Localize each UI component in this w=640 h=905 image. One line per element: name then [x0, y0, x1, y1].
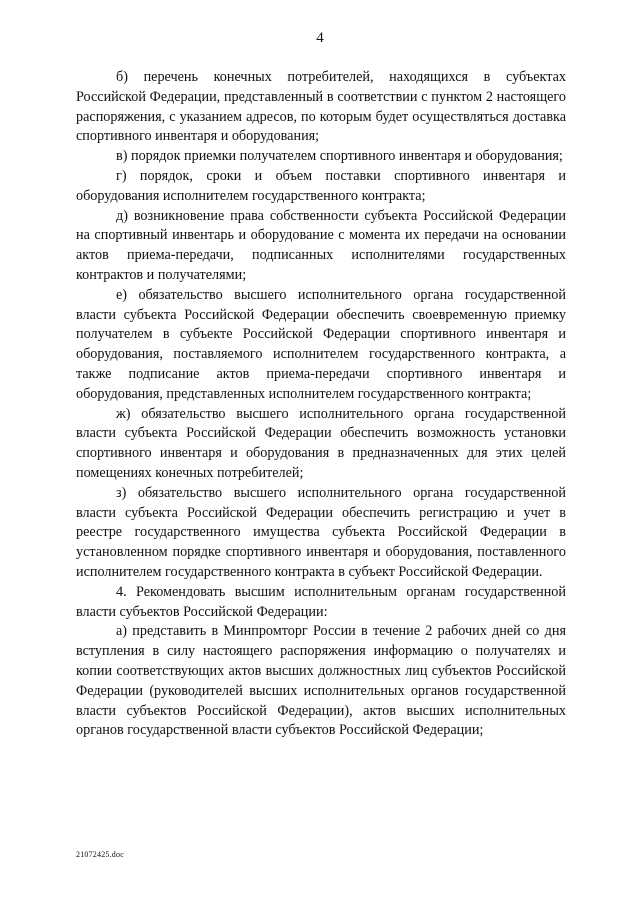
paragraph-item-4: 4. Рекомендовать высшим исполнительным органам государственной власти субъектов Российской Федерации:	[76, 583, 566, 620]
paragraph-b: б) перечень конечных потребителей, находящихся в субъектах Российской Федерации, представленный в соответствии с пунктом 2 настоящего распоряжения, с указанием адресов, по которым будет осуществляться доставка спортивного инвентаря и оборудования;	[76, 69, 566, 145]
paragraph-g: г) порядок, сроки и объем поставки спортивного инвентаря и оборудования исполнителем государственного контракта;	[76, 167, 566, 204]
paragraph-e: е) обязательство высшего исполнительного органа государственной власти субъекта Российской Федерации обеспечить своевременную приемку получателем в субъекте Российской Федерации спортивного инвентаря и оборудования, поставляемого исполнителем государственного контракта, а также подписание актов приема-передачи спортивного инвентаря и оборудования, представленных исполнителем государственного контракта;	[76, 286, 566, 402]
document-body	[76, 68, 566, 741]
paragraph-v: в) порядок приемки получателем спортивного инвентаря и оборудования;	[116, 148, 563, 165]
paragraph-zh: ж) обязательство высшего исполнительного органа государственной власти субъекта Российской Федерации обеспечить возможность установки спортивного инвентаря и оборудования в предназначенных для этих целей помещениях конечных потребителей;	[76, 405, 566, 481]
footer-file-code: 21072425.doc	[76, 850, 124, 859]
paragraph-a: а) представить в Минпромторг России в течение 2 рабочих дней со дня вступления в силу настоящего распоряжения информацию о получателях и копии соответствующих актов высших должностных лиц субъектов Российской Федерации (руководителей высших исполнительных органов государственной власти субъектов Российской Федерации), актов высших исполнительных органов государственной власти субъектов Российской Федерации;	[76, 623, 566, 739]
paragraph-d: д) возникновение права собственности субъекта Российской Федерации на спортивный инвентарь и оборудование с момента их передачи на основании актов приема-передачи, подписанных исполнителями государственных контрактов и получателями;	[76, 207, 566, 283]
paragraph-z: з) обязательство высшего исполнительного органа государственной власти субъекта Российской Федерации обеспечить регистрацию и учет в реестре государственного имущества субъекта Российской Федерации в установленном порядке спортивного инвентаря и оборудования, поставленного исполнителем государственного контракта в субъект Российской Федерации.	[76, 484, 566, 580]
page-number: 4	[316, 30, 324, 46]
